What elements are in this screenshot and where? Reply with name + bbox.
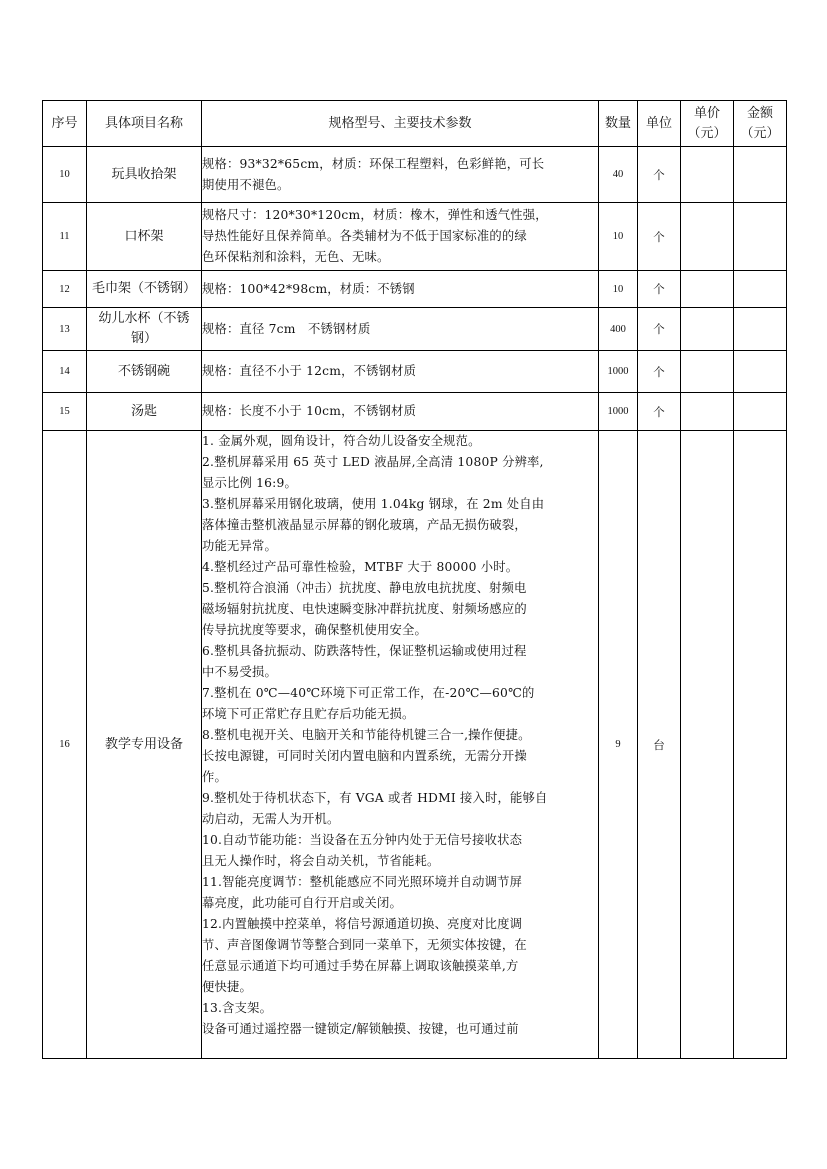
header-unit-price (681, 101, 734, 147)
header-unit-price-label: 单价 (693, 105, 720, 121)
item-qty: 1000 (599, 393, 638, 431)
spec-line: 5.整机符合浪涌（冲击）抗扰度、静电放电抗扰度、射频电 (202, 581, 527, 595)
item-spec (202, 147, 599, 203)
procurement-spec-table (42, 100, 787, 1059)
spec-line: 节、声音图像调节等整合到同一菜单下，无须实体按键，在 (202, 938, 527, 952)
item-unit-price (681, 271, 734, 308)
row-index: 16 (43, 431, 87, 1059)
spec-line: 任意显示通道下均可通过手势在屏幕上调取该触摸菜单,方 (202, 959, 519, 973)
item-qty: 400 (599, 308, 638, 351)
item-qty: 40 (599, 147, 638, 203)
item-spec (202, 351, 599, 393)
item-unit: 个 (638, 271, 681, 308)
item-amount (734, 351, 787, 393)
table-row (43, 431, 787, 1059)
spec-line: 7.整机在 0℃—40℃环境下可正常工作，在-20℃—60℃的 (202, 686, 535, 700)
spec-line: 长按电源键，可同时关闭内置电脑和内置系统，无需分开操 (202, 749, 527, 763)
spec-line: 规格：93*32*65cm，材质：环保工程塑料，色彩鲜艳，可长 (202, 156, 545, 171)
spec-line: 3.整机屏幕采用钢化玻璃，使用 1.04kg 钢球，在 2m 处自由 (202, 497, 545, 511)
item-unit: 个 (638, 308, 681, 351)
header-row (43, 101, 787, 147)
item-unit: 个 (638, 351, 681, 393)
table-row (43, 308, 787, 351)
item-amount (734, 271, 787, 308)
item-amount (734, 147, 787, 203)
row-index: 14 (43, 351, 87, 393)
spec-line: 规格：直径不小于 12cm，不锈钢材质 (202, 364, 417, 378)
item-unit-price (681, 203, 734, 271)
item-spec (202, 203, 599, 271)
header-qty: 数量 (599, 101, 638, 147)
item-name: 汤匙 (87, 393, 202, 431)
spec-line: 规格尺寸：120*30*120cm，材质：橡木，弹性和透气性强， (202, 208, 548, 222)
item-qty: 10 (599, 203, 638, 271)
row-index: 12 (43, 271, 87, 308)
header-spec: 规格型号、主要技术参数 (202, 101, 599, 147)
header-unit: 单位 (638, 101, 681, 147)
row-index: 15 (43, 393, 87, 431)
table-row (43, 271, 787, 308)
item-name: 毛巾架（不锈钢） (87, 271, 202, 308)
spec-line: 幕亮度，此功能可自行开启或关闭。 (202, 896, 402, 910)
spec-line: 规格：长度不小于 10cm，不锈钢材质 (202, 404, 417, 418)
spec-line: 12.内置触摸中控菜单，将信号源通道切换、亮度对比度调 (202, 917, 523, 931)
item-name-line: 钢） (130, 331, 157, 346)
item-qty: 1000 (599, 351, 638, 393)
item-amount (734, 431, 787, 1059)
spec-line: 显示比例 16:9。 (202, 476, 298, 490)
spec-line: 10.自动节能功能：当设备在五分钟内处于无信号接收状态 (202, 833, 523, 847)
header-unit-price-currency: （元） (687, 125, 727, 141)
spec-line: 色环保粘剂和涂料，无色、无味。 (202, 250, 390, 264)
spec-line: 8.整机电视开关、电脑开关和节能待机键三合一,操作便捷。 (202, 728, 531, 742)
spec-line: 环境下可正常贮存且贮存后功能无损。 (202, 707, 415, 721)
item-amount (734, 203, 787, 271)
spec-line: 规格：100*42*98cm，材质：不锈钢 (202, 281, 415, 296)
item-amount (734, 308, 787, 351)
spec-line: 便快捷。 (202, 980, 252, 994)
row-index: 11 (43, 203, 87, 271)
spec-line: 11.智能亮度调节：整机能感应不同光照环境并自动调节屏 (202, 875, 523, 889)
spec-line: 作。 (202, 770, 227, 784)
item-name: 不锈钢碗 (87, 351, 202, 393)
spec-line: 中不易受损。 (202, 665, 277, 679)
spec-line: 功能无异常。 (202, 539, 277, 553)
spec-line: 4.整机经过产品可靠性检验，MTBF 大于 80000 小时。 (202, 560, 519, 574)
item-spec (202, 308, 599, 351)
table-row (43, 351, 787, 393)
item-name: 口杯架 (87, 203, 202, 271)
header-name: 具体项目名称 (87, 101, 202, 147)
item-name: 玩具收拾架 (87, 147, 202, 203)
header-amount (734, 101, 787, 147)
item-unit-price (681, 431, 734, 1059)
item-qty: 9 (599, 431, 638, 1059)
spec-line: 传导抗扰度等要求，确保整机使用安全。 (202, 623, 427, 637)
item-qty: 10 (599, 271, 638, 308)
item-spec (202, 393, 599, 431)
item-unit: 个 (638, 393, 681, 431)
item-unit: 个 (638, 147, 681, 203)
item-unit-price (681, 393, 734, 431)
spec-line: 6.整机具备抗振动、防跌落特性，保证整机运输或使用过程 (202, 644, 527, 658)
spec-line: 设备可通过遥控器一键锁定/解锁触摸、按键，也可通过前 (202, 1022, 519, 1036)
table-row (43, 147, 787, 203)
spec-line: 且无人操作时，将会自动关机，节省能耗。 (202, 854, 440, 868)
item-spec (202, 431, 599, 1059)
spec-line: 规格：直径 7cm 不锈钢材质 (202, 321, 371, 336)
row-index: 13 (43, 308, 87, 351)
item-unit: 个 (638, 203, 681, 271)
spec-line: 磁场辐射抗扰度、电快速瞬变脉冲群抗扰度、射频场感应的 (202, 602, 527, 616)
item-unit-price (681, 351, 734, 393)
item-name (87, 308, 202, 351)
item-name-line: 幼儿水杯（不锈 (98, 311, 190, 326)
item-unit-price (681, 308, 734, 351)
header-index: 序号 (43, 101, 87, 147)
header-amount-label: 金额 (746, 105, 773, 121)
item-amount (734, 393, 787, 431)
header-amount-currency: （元） (740, 125, 780, 141)
spec-line: 2.整机屏幕采用 65 英寸 LED 液晶屏,全高清 1080P 分辨率, (202, 455, 544, 469)
spec-line: 动启动，无需人为开机。 (202, 812, 340, 826)
spec-line: 落体撞击整机液晶显示屏幕的钢化玻璃，产品无损伤破裂， (202, 518, 527, 532)
table-row (43, 393, 787, 431)
spec-line: 9.整机处于待机状态下，有 VGA 或者 HDMI 接入时，能够自 (202, 791, 548, 805)
table-row (43, 203, 787, 271)
spec-line: 13.含支架。 (202, 1001, 273, 1015)
spec-line: 导热性能好且保养简单。各类辅材为不低于国家标准的的绿 (202, 229, 527, 243)
item-unit: 台 (638, 431, 681, 1059)
spec-line: 1. 金属外观，圆角设计，符合幼儿设备安全规范。 (202, 434, 481, 448)
item-name: 教学专用设备 (87, 431, 202, 1059)
row-index: 10 (43, 147, 87, 203)
item-unit-price (681, 147, 734, 203)
item-spec (202, 271, 599, 308)
spec-line: 期使用不褪色。 (202, 177, 290, 192)
